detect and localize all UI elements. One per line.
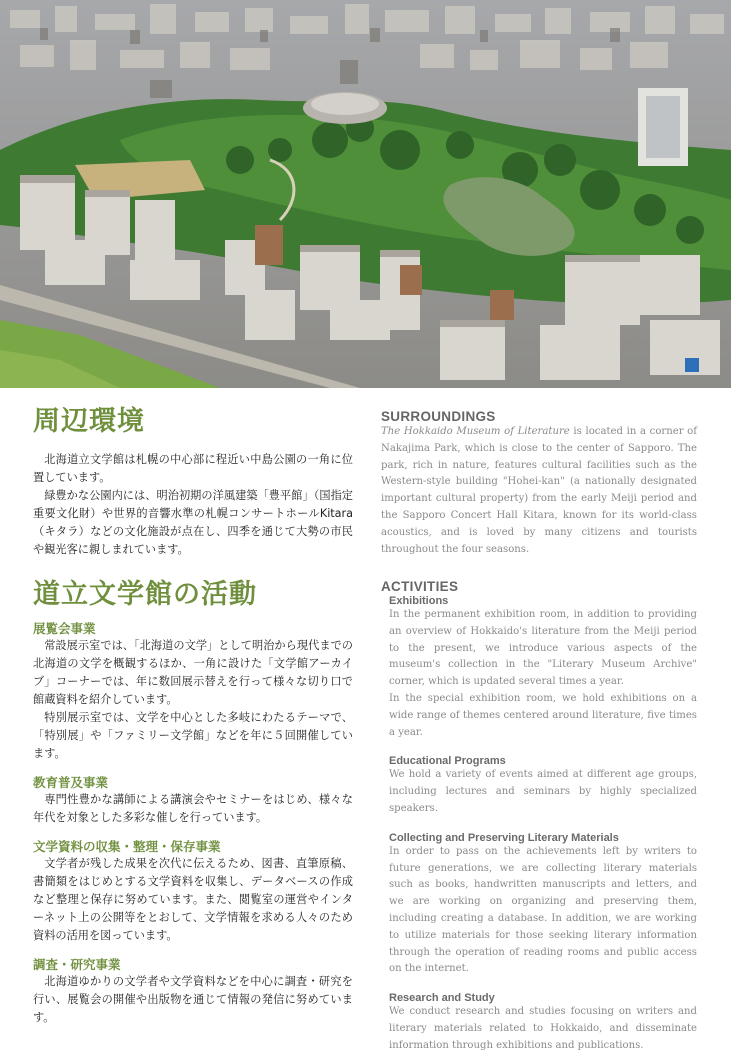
activities-en-section bbox=[381, 579, 697, 1055]
en-exhibitions-paragraph-2: In the special exhibition room, we hold exhibitions on a wide range of themes centered around literature, five times a year. bbox=[389, 692, 697, 738]
en-exhibitions-paragraph-1: In the permanent exhibition room, in addition to providing an overview of Hokkaido's literature from the Meiji period to the present, we introduce various aspects of the museum's collection in the "Literary Museum Archive" corner, which is updated several times a year. bbox=[389, 609, 697, 688]
jp-exhibitions-paragraph-1: 常設展示室では、「北海道の文学」として明治から現代までの北海道の文学を概観するほか、一角に設けた「文学館アーカイブ」コーナーでは、年に数回展示替えを行って様々な切り口で館蔵資料を紹介しています。 bbox=[33, 639, 353, 706]
aerial-city-illustration bbox=[0, 0, 731, 388]
jp-subheading-education: 教育普及事業 bbox=[33, 775, 109, 790]
jp-research-paragraph: 北海道ゆかりの文学者や文学資料などを中心に調査・研究を行い、展覧会の開催や出版物を通じて情報の発信に努めています。 bbox=[33, 975, 353, 1024]
surroundings-jp-section bbox=[33, 407, 353, 559]
activities-en-education bbox=[381, 755, 697, 817]
jp-exhibitions-paragraph-2: 特別展示室では、文学を中心とした多岐にわたるテーマで、「特別展」や「ファミリー文学館」などを年に５回開催しています。 bbox=[33, 711, 353, 760]
en-subheading-research: Research and Study bbox=[389, 992, 495, 1005]
jp-subheading-exhibitions: 展覧会事業 bbox=[33, 621, 96, 636]
surroundings-jp-paragraph-2: 緑豊かな公園内には、明治初期の洋風建築「豊平館」（国指定重要文化財）や世界的音響水準の札幌コンサートホールKitara（キタラ）などの文化施設が点在し、四季を通じて大勢の市民や観光客に親しまれています。 bbox=[33, 489, 353, 556]
museum-name-italic: The Hokkaido Museum of Literature bbox=[381, 426, 570, 437]
jp-subheading-collecting: 文学資料の収集・整理・保存事業 bbox=[33, 839, 221, 854]
activities-jp-title: 道立文学館の活動 bbox=[33, 579, 257, 610]
en-education-paragraph: We hold a variety of events aimed at different age groups, including lectures and seminars by highly specialized speakers. bbox=[389, 769, 697, 814]
surroundings-jp-paragraph-1: 北海道立文学館は札幌の中心部に程近い中島公園の一角に位置しています。 bbox=[33, 453, 353, 484]
activities-jp-exhibitions bbox=[33, 621, 353, 763]
jp-collecting-paragraph: 文学者が残した成果を次代に伝えるため、図書、直筆原稿、書簡類をはじめとする文学資料を収集し、データベースの作成など整理と保存に努めています。また、閲覧室の運営やインターネット上の公開等をとおして、文学情報を求める人々のため資料の活用を図っています。 bbox=[33, 857, 353, 942]
activities-en-heading: ACTIVITIES bbox=[381, 579, 459, 594]
activities-jp-collecting bbox=[33, 839, 353, 945]
jp-education-paragraph: 専門性豊かな講師による講演会やセミナーをはじめ、様々な年代を対象とした多彩な催しを行っています。 bbox=[33, 793, 353, 824]
surroundings-en-section bbox=[381, 409, 697, 558]
activities-jp-research bbox=[33, 957, 353, 1027]
activities-jp-education bbox=[33, 775, 353, 827]
en-subheading-education: Educational Programs bbox=[389, 755, 506, 768]
activities-en-collecting bbox=[381, 832, 697, 978]
en-research-paragraph: We conduct research and studies focusing on writers and literary materials related to Hokkaido, and disseminate information through exhibitions and publications. bbox=[389, 1006, 697, 1051]
activities-jp-section bbox=[33, 580, 353, 1027]
surroundings-en-heading: SURROUNDINGS bbox=[381, 409, 496, 424]
en-collecting-paragraph: In order to pass on the achievements left by writers to future generations, we are collecting literary materials such as books, handwritten manuscripts and letters, and we are working on organizing and preserving them, including creating a database. In addition, we are working to utilize materials for those seeking literary information through the operation of reading rooms and public access on the internet. bbox=[389, 845, 697, 975]
surroundings-jp-title: 周辺環境 bbox=[33, 406, 145, 437]
surroundings-en-body: is located in a corner of Nakajima Park, which is close to the center of Sapporo. The park, rich in nature, features cultural facilities such as the Western-style building "Hohei-kan" (a nationally designated important cultural property) from the early Meiji period and the Sapporo Concert Hall Kitara, known for its world-class acoustics, and is loved by many citizens and tourists throughout the four seasons. bbox=[381, 426, 697, 555]
en-subheading-collecting: Collecting and Preserving Literary Materials bbox=[389, 831, 619, 844]
jp-subheading-research: 調査・研究事業 bbox=[33, 957, 121, 972]
aerial-city-photo bbox=[0, 0, 731, 388]
en-subheading-exhibitions: Exhibitions bbox=[389, 595, 449, 607]
surroundings-en-paragraph bbox=[381, 424, 697, 558]
activities-en-exhibitions bbox=[381, 595, 697, 741]
activities-en-research bbox=[381, 992, 697, 1054]
